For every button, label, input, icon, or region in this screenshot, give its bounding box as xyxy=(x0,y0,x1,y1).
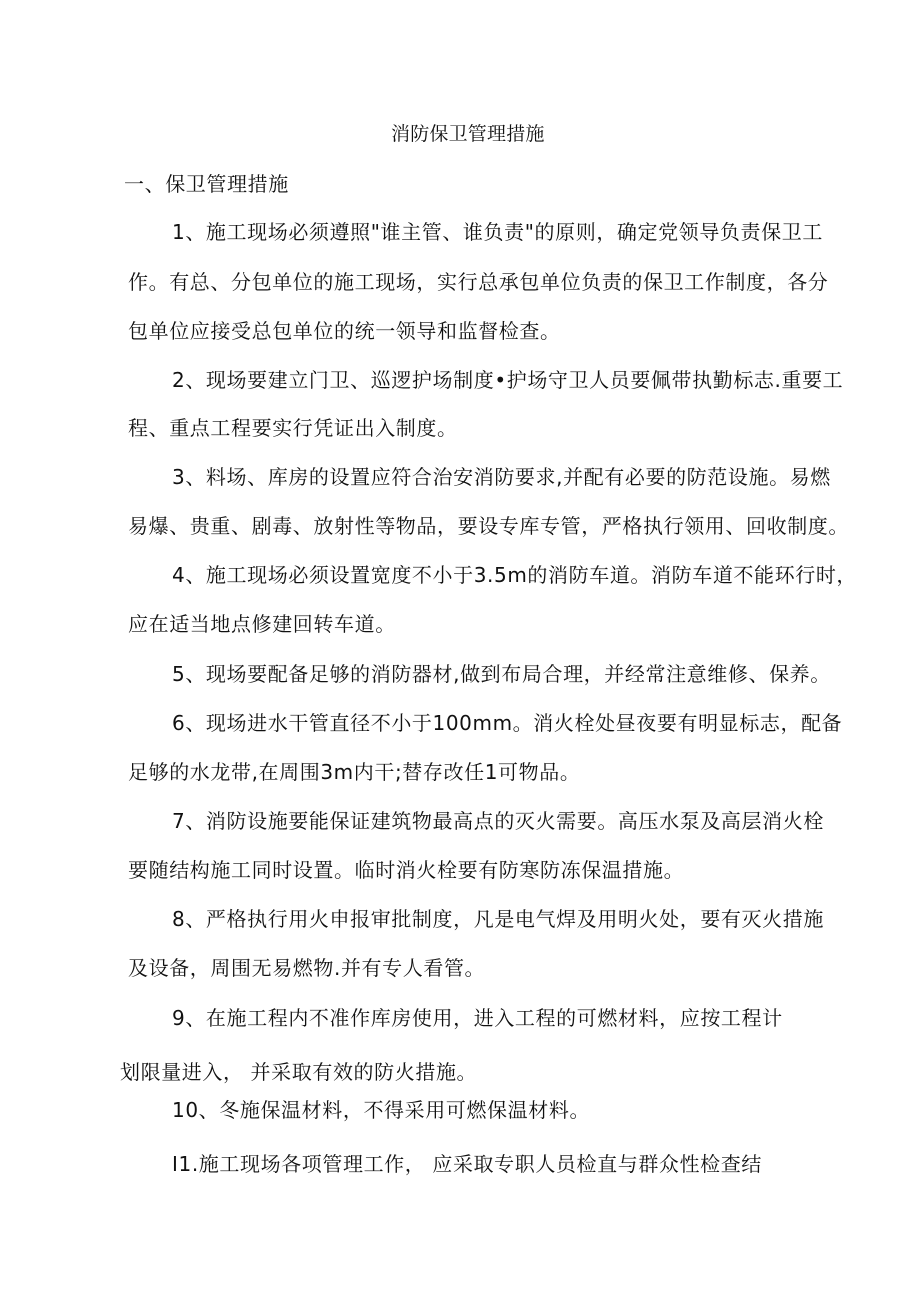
item-line: 程、重点工程要实行凭证出入制度。 xyxy=(128,416,458,440)
item-line: 要随结构施工同时设置。临时消火栓要有防寒防冻保温措施。 xyxy=(128,858,685,882)
page-title: 消防保卫管理措施 xyxy=(391,123,545,145)
item-line: 6、现场进水干管直径不小于100mm。消火栓处昼夜要有明显标志，配备 xyxy=(172,711,843,735)
item-line: 7、消防设施要能保证建筑物最高点的灭火需要。高压水泵及高层消火栓 xyxy=(172,809,824,833)
item-line: 2、现场要建立门卫、巡逻护场制度•护场守卫人员要佩带执勤标志.重要工 xyxy=(172,368,844,392)
item-line: 作。有总、分包单位的施工现场，实行总承包单位负责的保卫工作制度，各分 xyxy=(128,270,829,294)
item-line: 5、现场要配备足够的消防器材,做到布局合理，并经常注意维修、保养。 xyxy=(172,662,831,686)
item-line: 10、冬施保温材料，不得采用可燃保温材料。 xyxy=(172,1098,591,1122)
item-line: 4、施工现场必须设置宽度不小于3.5m的消防车道。消防车道不能环行时， xyxy=(172,563,858,587)
item-line: 3、料场、库房的设置应符合治安消防要求,并配有必要的防范设施。易燃 xyxy=(172,465,831,489)
item-line: 8、严格执行用火申报审批制度，凡是电气焊及用明火处，要有灭火措施 xyxy=(172,907,824,931)
section-heading: 一、保卫管理措施 xyxy=(124,172,289,196)
item-line: I1.施工现场各项管理工作， 应采取专职人员检直与群众性检查结 xyxy=(172,1152,762,1176)
item-line: 1、施工现场必须遵照"谁主管、谁负责"的原则，确定党领导负责保卫工 xyxy=(172,220,823,244)
item-line: 9、在施工程内不准作库房使用，进入工程的可燃材料，应按工程计 xyxy=(172,1006,783,1030)
item-line: 易爆、贵重、剧毒、放射性等物品，要设专库专管，严格执行领用、回收制度。 xyxy=(128,514,849,538)
item-line: 及设备，周围无易燃物.并有专人看管。 xyxy=(128,956,486,980)
item-line: 划限量进入， 并采取有效的防火措施。 xyxy=(120,1060,478,1084)
item-line: 应在适当地点修建回转车道。 xyxy=(128,612,396,636)
item-line: 包单位应接受总包单位的统一领导和监督检查。 xyxy=(128,319,561,343)
item-line: 足够的水龙带,在周围3m内干;替存改任1可物品。 xyxy=(128,760,581,784)
